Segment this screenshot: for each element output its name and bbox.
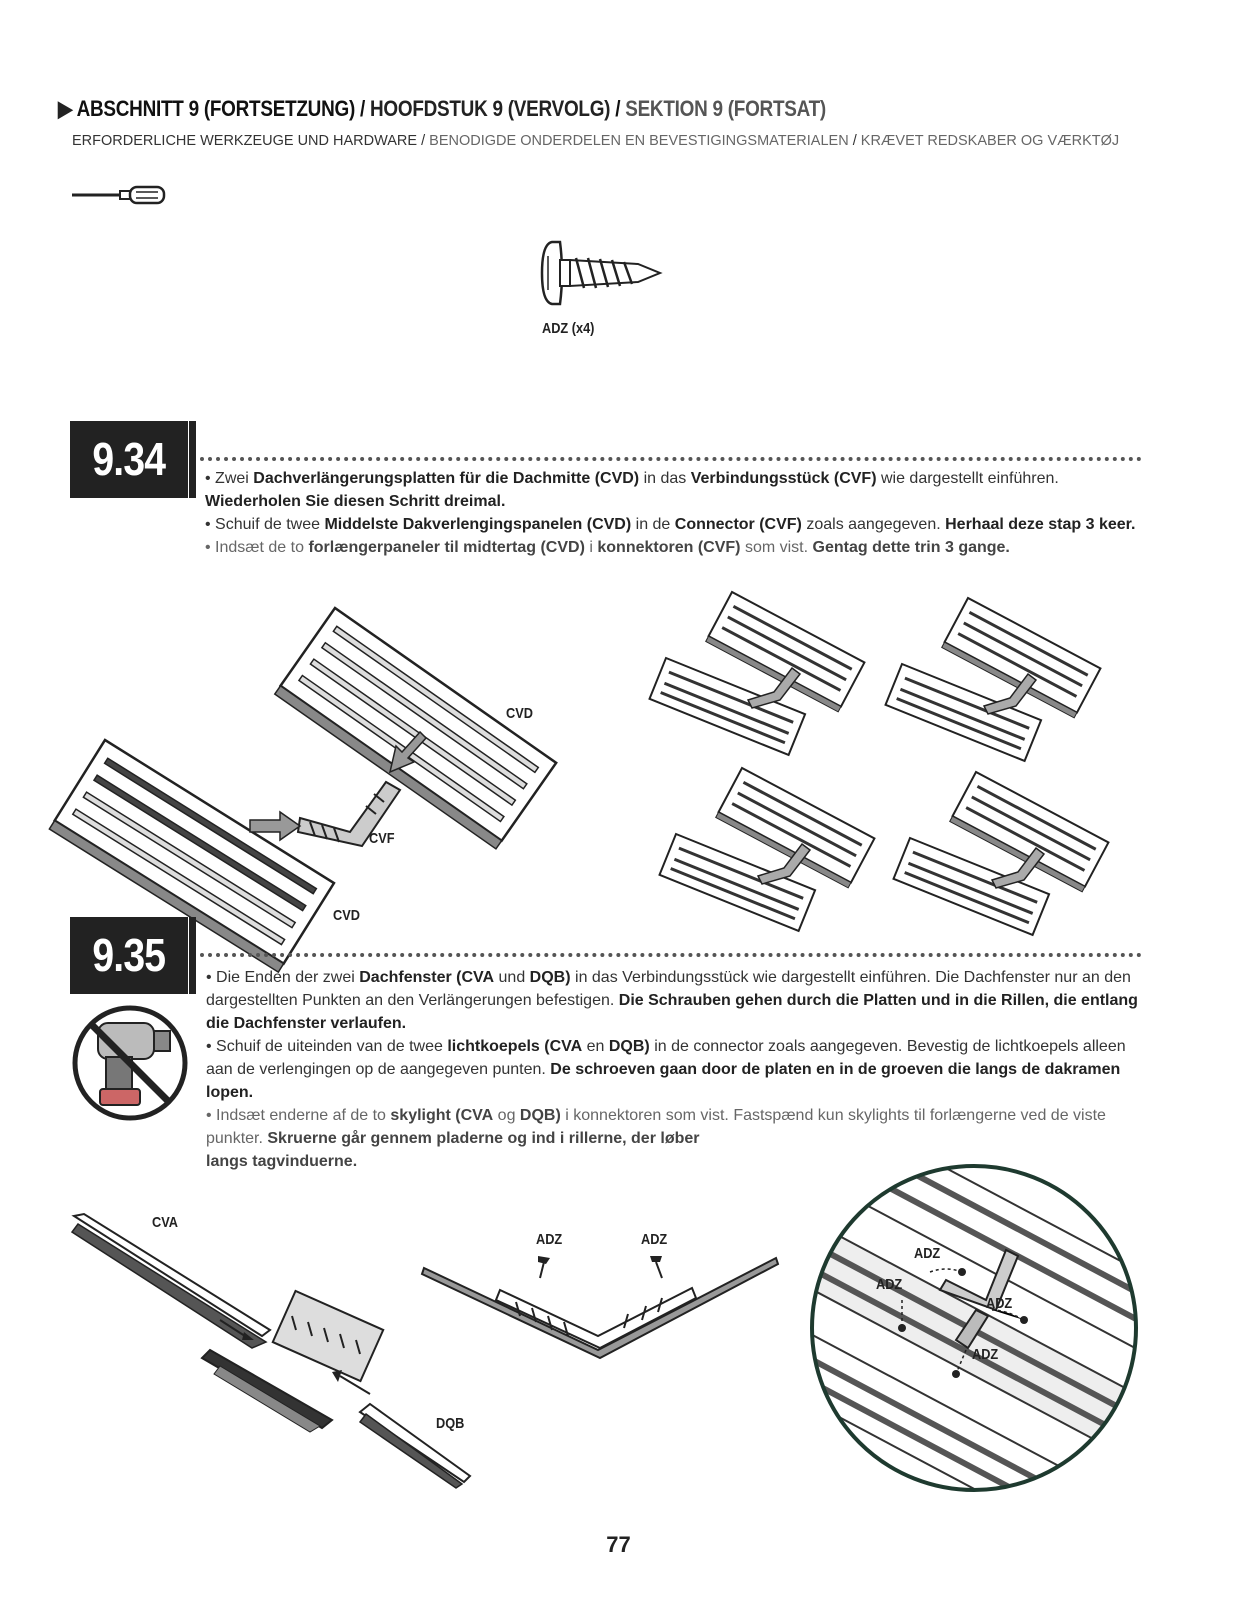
label-dqb: DQB xyxy=(436,1415,465,1432)
step-number-9-34 xyxy=(70,421,188,498)
text-bold: Herhaal deze stap 3 keer. xyxy=(945,516,1136,533)
text: og xyxy=(493,1107,520,1124)
instruction-nl xyxy=(205,513,1145,536)
text: • Die Enden der zwei xyxy=(206,969,360,986)
step-number-text: 9.34 xyxy=(92,433,166,485)
instruction-nl xyxy=(206,1035,1141,1104)
text-bold: De schroeven gaan door de platen en in de groeven die langs de dakramen lopen. xyxy=(206,1061,1121,1101)
text: • Zwei xyxy=(205,470,254,487)
title-separator: / xyxy=(615,96,621,121)
label-cvd-top: CVD xyxy=(506,705,533,722)
section-title xyxy=(58,96,826,122)
tools-de: ERFORDERLICHE WERKZEUGE UND HARDWARE xyxy=(72,133,418,149)
text-bold: Gentag dette trin 3 gange. xyxy=(812,539,1010,556)
text-bold: konnektoren (CVF) xyxy=(597,539,741,556)
label-adz: ADZ xyxy=(914,1245,941,1262)
text-bold: DQB) xyxy=(519,1107,561,1124)
text: in de xyxy=(631,516,675,533)
text: • Schuif de uiteinden van de twee xyxy=(206,1038,448,1055)
page-number: 77 xyxy=(606,1532,631,1557)
step-bar xyxy=(189,421,196,498)
step-number-text: 9.35 xyxy=(92,929,166,981)
text: und xyxy=(494,969,530,986)
label-adz: ADZ xyxy=(986,1295,1013,1312)
instruction-da xyxy=(205,536,1145,559)
label-cva: CVA xyxy=(152,1214,178,1231)
tools-separator: / xyxy=(421,133,426,149)
repeat-assembly xyxy=(886,598,1101,761)
step-9-35-text xyxy=(206,966,1141,1173)
text-bold: langs tagvinduerne. xyxy=(206,1153,358,1170)
step-9-34-text xyxy=(205,467,1145,559)
step-number-9-35 xyxy=(70,917,188,994)
title-nl: HOOFDSTUK 9 (VERVOLG) xyxy=(369,96,611,121)
text-bold: Wiederholen Sie diesen Schritt dreimal. xyxy=(205,493,506,510)
title-da: SEKTION 9 (FORTSAT) xyxy=(625,96,826,121)
text: som vist. xyxy=(740,539,813,556)
title-separator: / xyxy=(359,96,365,121)
magnified-detail-illustration xyxy=(806,1160,1142,1496)
connector-screw-detail-illustration xyxy=(420,1250,780,1362)
dotted-divider xyxy=(200,953,1142,957)
tools-da: KRÆVET REDSKABER OG VÆRKTØJ xyxy=(860,133,1120,149)
title-marker: ▶ xyxy=(58,96,73,121)
text-bold: skylight (CVA xyxy=(390,1107,494,1124)
text: • Indsæt enderne af de to xyxy=(206,1107,391,1124)
instruction-de xyxy=(205,467,1145,513)
text-bold: Die Schrauben gehen durch die Platten und in die Rillen, die entlang die Dachfenster verlaufen. xyxy=(206,992,1138,1032)
text-bold: Dachverlängerungsplatten für die Dachmitte (CVD) xyxy=(253,470,640,487)
text: • Indsæt de to xyxy=(205,539,309,556)
tools-separator: / xyxy=(852,133,857,149)
instruction-de xyxy=(206,966,1141,1035)
text: en xyxy=(582,1038,609,1055)
screw-icon xyxy=(538,236,664,310)
label-adz: ADZ xyxy=(641,1231,668,1248)
dotted-divider xyxy=(200,457,1142,461)
text: i xyxy=(584,539,598,556)
text: i konnektoren som vist. Fastspænd kun skylights til forlængerne ved de viste punkter. xyxy=(206,1107,1106,1147)
label-adz: ADZ xyxy=(972,1346,999,1363)
text-bold: Middelste Dakverlengingspanelen (CVD) xyxy=(324,516,632,533)
label-adz: ADZ xyxy=(536,1231,563,1248)
text: • Schuif de twee xyxy=(205,516,325,533)
assembly-illustration-9-34 xyxy=(100,600,580,950)
text-bold: Dachfenster (CVA xyxy=(359,969,495,986)
text-bold: Verbindungsstück (CVF) xyxy=(690,470,877,487)
text: in das Verbindungsstück wie dargestellt einführen. Die Dachfenster nur an den dargestellten Punkten an den Verlängerungen befestigen. xyxy=(206,969,1131,1009)
repeat-assembly xyxy=(660,768,875,931)
text-bold: DQB) xyxy=(608,1038,650,1055)
tools-heading xyxy=(72,132,1162,151)
repeat-assembly xyxy=(894,772,1109,935)
text: in de connector zoals aangegeven. Bevestig de lichtkoepels alleen aan de verlengingen op de aangegeven punten. xyxy=(206,1038,1126,1078)
text-bold: Connector (CVF) xyxy=(674,516,802,533)
text: in das xyxy=(639,470,691,487)
text-bold: forlængerpaneler til midtertag (CVD) xyxy=(308,539,585,556)
text-bold: lichtkoepels (CVA xyxy=(447,1038,583,1055)
no-power-drill-icon xyxy=(70,1003,190,1123)
repeat-assemblies-illustration xyxy=(662,588,1140,940)
text: wie dargestellt einführen. xyxy=(876,470,1059,487)
label-cvf: CVF xyxy=(369,830,395,847)
screwdriver-icon xyxy=(70,184,170,206)
step-bar xyxy=(189,917,196,994)
tools-nl: BENODIGDE ONDERDELEN EN BEVESTIGINGSMATERIALEN xyxy=(429,133,849,149)
text-bold: Skruerne går gennem pladerne og ind i rillerne, der løber xyxy=(267,1130,700,1147)
label-cvd-bottom: CVD xyxy=(333,907,360,924)
label-adz: ADZ xyxy=(876,1276,903,1293)
text-bold: DQB) xyxy=(529,969,571,986)
text: zoals aangegeven. xyxy=(801,516,946,533)
title-de: ABSCHNITT 9 (FORTSETZUNG) xyxy=(76,96,355,121)
screw-label: ADZ (x4) xyxy=(542,320,595,337)
